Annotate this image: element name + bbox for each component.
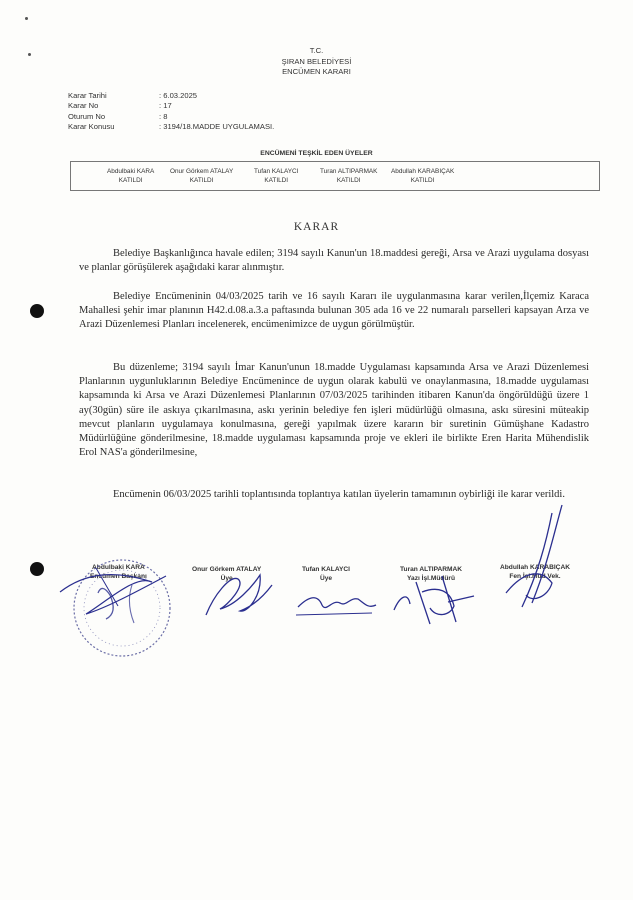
- signatory-name: Onur Görkem ATALAY: [192, 566, 262, 573]
- members-box: [70, 161, 600, 191]
- signature-caption: [302, 565, 350, 583]
- member-status: KATILDI: [336, 177, 361, 184]
- scan-speck: [25, 17, 28, 20]
- meta-row: [68, 112, 274, 122]
- signatory-name: Abdullah KARABIÇAK: [500, 564, 570, 571]
- member-status: KATILDI: [264, 177, 289, 184]
- header-line-3: ENCÜMEN KARARI: [282, 67, 351, 76]
- decision-paragraph: [79, 290, 589, 333]
- header-line-1: T.C.: [309, 46, 324, 55]
- paragraph-text: Bu düzenleme; 3194 sayılı İmar Kanun'unun 18.madde Uygulaması kapsamında Arsa ve Arazi Düzenlemesi Planlarının uygunluklarının Belediye Encümenince de uygun olarak kabulü ve onaylanmasına, 18.madde uygulaması kapsamında ki Arsa ve Arazi Düzenlemesi Planlarının 07/03/2025 tarihinden itibaren Kanun'da öngörüldüğü üzere 1 ay(30gün) süre ile askıya çıkarılmasına, askı yerinin belediye fen işleri müdürlüğü olmasına, askı süresini müteakip mevcut planların uygulamaya konulmasına, gereği yapılmak üzere kararın bir suretinin Gümüşhane Kadastro Müdürlüğüne gönderilmesine, 18.madde uygulaması kapsamında proje ve ekleri ile birlikte Eren Harita Mühendislik Erol NAS'a gönderilmesine,: [79, 362, 589, 459]
- meta-row: [68, 101, 274, 111]
- meta-label: Oturum No: [68, 111, 106, 121]
- member-status: KATILDI: [118, 177, 143, 184]
- decision-paragraph: [79, 247, 589, 275]
- punch-hole-bottom: [30, 562, 44, 576]
- member-name: Onur Görkem ATALAY: [170, 168, 234, 175]
- meta-row: [68, 122, 274, 132]
- meta-label: Karar No: [68, 101, 99, 111]
- meta-value: : 6.03.2025: [159, 91, 197, 101]
- meta-value: : 3194/18.MADDE UYGULAMASI.: [159, 122, 274, 132]
- decision-paragraph: [79, 488, 589, 502]
- signatory-title: Üye: [220, 575, 233, 582]
- member-name: Abdulbaki KARA: [107, 168, 155, 175]
- member-entry: [320, 167, 377, 185]
- paragraph-text: Belediye Başkanlığınca havale edilen; 3194 sayılı Kanun'un 18.maddesi gereği, Arsa ve Arazi uygulama dosyası ve planlar görüşülerek aşağıdaki karar alınmıştır.: [79, 248, 589, 274]
- signature-scribble-4: [390, 572, 480, 632]
- signatory-name: Turan ALTIPARMAK: [400, 566, 463, 573]
- meta-row: [68, 91, 274, 101]
- header-line-2: ŞIRAN BELEDİYESİ: [281, 56, 352, 66]
- member-name: Tufan KALAYCI: [254, 168, 299, 175]
- decision-meta: [68, 91, 274, 132]
- member-status: KATILDI: [189, 177, 214, 184]
- signature-scribble-2: [200, 565, 280, 625]
- members-title: ENCÜMENİ TEŞKİL EDEN ÜYELER: [260, 150, 373, 157]
- decision-title: KARAR: [293, 221, 340, 233]
- signature-scribble-3: [292, 585, 382, 625]
- member-entry: [254, 167, 298, 185]
- member-entry: [391, 167, 454, 185]
- signatory-title: Yazı İşl.Müdürü: [407, 575, 456, 582]
- meta-value: : 17: [159, 101, 172, 111]
- decision-paragraph: [79, 361, 589, 460]
- signatory-name: Tufan KALAYCI: [302, 566, 350, 573]
- member-entry: [170, 167, 233, 185]
- paragraph-text: Belediye Encümeninin 04/03/2025 tarih ve 16 sayılı Kararı ile uygulanmasına karar verilen,İlçemiz Karaca Mahallesi şehir imar planının H42.d.08.a.3.a paftasında bulunan 305 ada 16 ve 22 numaralı parselleri kapsayan Arza ve Arazi Düzenlemesi Planları incelenerek, encümenimizce de uygun görülmüştür.: [79, 291, 589, 331]
- member-name: Abdullah KARABIÇAK: [391, 168, 455, 175]
- signatory-title: Üye: [319, 575, 333, 582]
- member-entry: [107, 167, 154, 185]
- member-name: Turan ALTIPARMAK: [320, 168, 378, 175]
- signature-scribble-1: [56, 562, 176, 622]
- signature-scribble-5: [492, 503, 582, 613]
- meta-label: Karar Konusu: [68, 121, 115, 131]
- meta-value: : 8: [159, 112, 167, 122]
- punch-hole-top: [30, 304, 44, 318]
- document-header: [0, 46, 633, 78]
- meta-label: Karar Tarihi: [68, 91, 107, 100]
- signatory-title: Fen İşl.Müd.Vek.: [509, 573, 561, 580]
- signatory-name: Abdulbaki KARA: [92, 564, 145, 571]
- member-status: KATILDI: [410, 177, 435, 184]
- signatory-title: Encümen Başkanı: [90, 573, 147, 580]
- paragraph-text: Encümenin 06/03/2025 tarihli toplantısında toplantıya katılan üyelerin tamamının oybirliği ile karar verildi.: [113, 489, 565, 500]
